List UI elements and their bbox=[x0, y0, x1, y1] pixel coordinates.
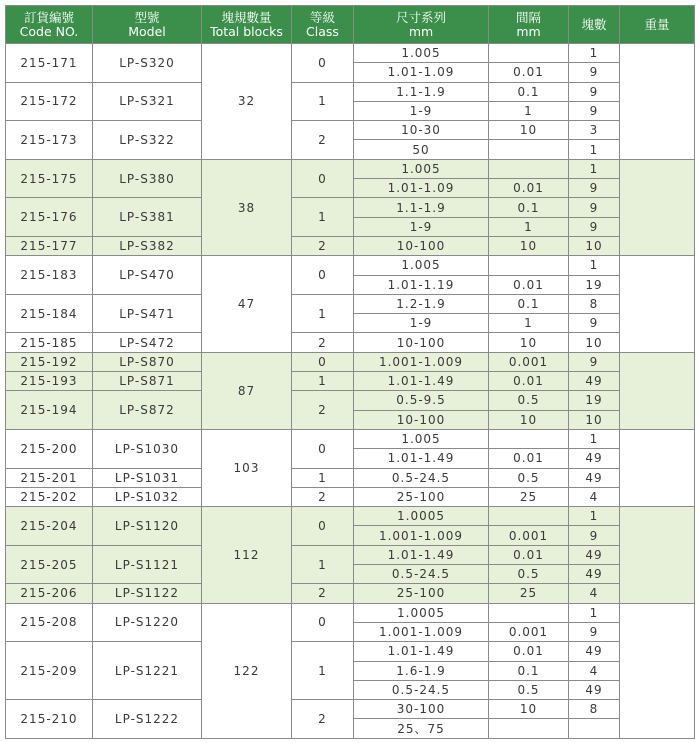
model-cell: LP-S1120 bbox=[93, 507, 202, 546]
total-blocks-cell: 38 bbox=[202, 159, 292, 255]
weight-cell bbox=[620, 159, 695, 255]
size-cell: 30-100 bbox=[354, 700, 489, 719]
class-cell: 1 bbox=[292, 294, 354, 333]
model-cell: LP-S471 bbox=[93, 294, 202, 333]
size-cell: 1.1-1.9 bbox=[354, 198, 489, 217]
size-cell: 1.1-1.9 bbox=[354, 82, 489, 101]
interval-cell: 0.5 bbox=[489, 565, 569, 584]
interval-cell: 1 bbox=[489, 101, 569, 120]
model-cell: LP-S1221 bbox=[93, 642, 202, 700]
block-count-cell: 49 bbox=[569, 468, 620, 487]
class-cell: 1 bbox=[292, 468, 354, 487]
model-cell: LP-S322 bbox=[93, 121, 202, 160]
table-row bbox=[6, 352, 695, 371]
model-cell: LP-S1032 bbox=[93, 487, 202, 506]
class-cell: 0 bbox=[292, 429, 354, 468]
block-count-cell: 9 bbox=[569, 217, 620, 236]
block-count-cell: 9 bbox=[569, 198, 620, 217]
interval-cell: 0.001 bbox=[489, 352, 569, 371]
interval-cell bbox=[489, 140, 569, 159]
table-row bbox=[6, 236, 695, 255]
total-blocks-cell: 32 bbox=[202, 44, 292, 160]
interval-cell: 1 bbox=[489, 217, 569, 236]
code-cell: 215-184 bbox=[6, 294, 93, 333]
code-cell: 215-204 bbox=[6, 507, 93, 546]
header-code: 訂貨編號 Code NO. bbox=[6, 6, 93, 44]
block-count-cell: 19 bbox=[569, 275, 620, 294]
table-row bbox=[6, 642, 695, 661]
size-cell: 10-100 bbox=[354, 410, 489, 429]
interval-cell: 0.01 bbox=[489, 179, 569, 198]
model-cell: LP-S320 bbox=[93, 44, 202, 83]
size-cell: 1.01-1.09 bbox=[354, 63, 489, 82]
interval-cell: 25 bbox=[489, 584, 569, 603]
interval-cell: 0.01 bbox=[489, 63, 569, 82]
weight-cell bbox=[620, 429, 695, 506]
header-class: 等級 Class bbox=[292, 6, 354, 44]
model-cell: LP-S470 bbox=[93, 256, 202, 295]
class-cell: 0 bbox=[292, 256, 354, 295]
weight-cell bbox=[620, 44, 695, 160]
class-cell: 1 bbox=[292, 198, 354, 237]
block-count-cell: 49 bbox=[569, 449, 620, 468]
class-cell: 1 bbox=[292, 372, 354, 391]
size-cell: 50 bbox=[354, 140, 489, 159]
size-cell: 25-100 bbox=[354, 584, 489, 603]
code-cell: 215-201 bbox=[6, 468, 93, 487]
size-cell: 1.001-1.009 bbox=[354, 622, 489, 641]
size-cell: 1.0005 bbox=[354, 507, 489, 526]
table-body bbox=[6, 44, 695, 739]
table-row bbox=[6, 700, 695, 719]
table-row bbox=[6, 198, 695, 217]
block-count-cell: 1 bbox=[569, 256, 620, 275]
block-count-cell: 9 bbox=[569, 622, 620, 641]
interval-cell: 0.01 bbox=[489, 449, 569, 468]
model-cell: LP-S380 bbox=[93, 159, 202, 198]
table-row bbox=[6, 468, 695, 487]
size-cell: 10-100 bbox=[354, 333, 489, 352]
class-cell: 2 bbox=[292, 236, 354, 255]
block-count-cell: 49 bbox=[569, 372, 620, 391]
size-cell: 1.01-1.09 bbox=[354, 179, 489, 198]
total-blocks-cell: 87 bbox=[202, 352, 292, 429]
model-cell: LP-S870 bbox=[93, 352, 202, 371]
interval-cell: 10 bbox=[489, 700, 569, 719]
block-count-cell: 1 bbox=[569, 507, 620, 526]
gauge-block-set-table bbox=[5, 5, 695, 739]
block-count-cell: 9 bbox=[569, 82, 620, 101]
size-cell: 25、75 bbox=[354, 719, 489, 739]
size-cell: 1.01-1.49 bbox=[354, 642, 489, 661]
model-cell: LP-S382 bbox=[93, 236, 202, 255]
table-row bbox=[6, 44, 695, 63]
code-cell: 215-192 bbox=[6, 352, 93, 371]
class-cell: 2 bbox=[292, 333, 354, 352]
block-count-cell: 49 bbox=[569, 545, 620, 564]
code-cell: 215-210 bbox=[6, 700, 93, 739]
code-cell: 215-205 bbox=[6, 545, 93, 584]
code-cell: 215-200 bbox=[6, 429, 93, 468]
table-row bbox=[6, 121, 695, 140]
model-cell: LP-S1220 bbox=[93, 603, 202, 642]
interval-cell: 0.1 bbox=[489, 294, 569, 313]
size-cell: 1.01-1.49 bbox=[354, 449, 489, 468]
size-cell: 0.5-24.5 bbox=[354, 468, 489, 487]
total-blocks-cell: 122 bbox=[202, 603, 292, 738]
table-row bbox=[6, 256, 695, 275]
interval-cell bbox=[489, 44, 569, 63]
weight-cell bbox=[620, 256, 695, 352]
model-cell: LP-S1121 bbox=[93, 545, 202, 584]
interval-cell bbox=[489, 256, 569, 275]
header-size-series: 尺寸系列 mm bbox=[354, 6, 489, 44]
table-row bbox=[6, 584, 695, 603]
interval-cell bbox=[489, 603, 569, 622]
interval-cell: 0.01 bbox=[489, 545, 569, 564]
table-row bbox=[6, 429, 695, 448]
interval-cell: 0.01 bbox=[489, 642, 569, 661]
class-cell: 2 bbox=[292, 584, 354, 603]
block-count-cell: 4 bbox=[569, 661, 620, 680]
size-cell: 1.001-1.009 bbox=[354, 352, 489, 371]
code-cell: 215-183 bbox=[6, 256, 93, 295]
interval-cell: 0.5 bbox=[489, 468, 569, 487]
table-row bbox=[6, 545, 695, 564]
class-cell: 2 bbox=[292, 487, 354, 506]
block-count-cell: 8 bbox=[569, 700, 620, 719]
code-cell: 215-193 bbox=[6, 372, 93, 391]
code-cell: 215-173 bbox=[6, 121, 93, 160]
class-cell: 2 bbox=[292, 121, 354, 160]
size-cell: 1.0005 bbox=[354, 603, 489, 622]
size-cell: 1.001-1.009 bbox=[354, 526, 489, 545]
size-cell: 1-9 bbox=[354, 101, 489, 120]
interval-cell: 10 bbox=[489, 236, 569, 255]
code-cell: 215-177 bbox=[6, 236, 93, 255]
block-count-cell: 49 bbox=[569, 680, 620, 699]
interval-cell: 0.01 bbox=[489, 372, 569, 391]
total-blocks-cell: 103 bbox=[202, 429, 292, 506]
table-header-row bbox=[6, 6, 695, 44]
size-cell: 1.005 bbox=[354, 159, 489, 178]
interval-cell: 1 bbox=[489, 314, 569, 333]
block-count-cell: 4 bbox=[569, 487, 620, 506]
model-cell: LP-S1122 bbox=[93, 584, 202, 603]
table-row bbox=[6, 372, 695, 391]
block-count-cell: 49 bbox=[569, 642, 620, 661]
weight-cell bbox=[620, 603, 695, 738]
block-count-cell: 9 bbox=[569, 352, 620, 371]
interval-cell bbox=[489, 507, 569, 526]
model-cell: LP-S872 bbox=[93, 391, 202, 430]
header-model: 型號 Model bbox=[93, 6, 202, 44]
block-count-cell bbox=[569, 719, 620, 739]
size-cell: 1.005 bbox=[354, 429, 489, 448]
model-cell: LP-S381 bbox=[93, 198, 202, 237]
code-cell: 215-209 bbox=[6, 642, 93, 700]
block-count-cell: 1 bbox=[569, 44, 620, 63]
table-row bbox=[6, 333, 695, 352]
interval-cell: 0.5 bbox=[489, 391, 569, 410]
code-cell: 215-208 bbox=[6, 603, 93, 642]
table-row bbox=[6, 82, 695, 101]
model-cell: LP-S1222 bbox=[93, 700, 202, 739]
block-count-cell: 1 bbox=[569, 429, 620, 448]
class-cell: 2 bbox=[292, 391, 354, 430]
table-row bbox=[6, 159, 695, 178]
interval-cell: 0.01 bbox=[489, 275, 569, 294]
total-blocks-cell: 112 bbox=[202, 507, 292, 603]
table-row bbox=[6, 603, 695, 622]
interval-cell bbox=[489, 429, 569, 448]
header-block-count: 塊數 bbox=[569, 6, 620, 44]
header-weight: 重量 bbox=[620, 6, 695, 44]
size-cell: 1.2-1.9 bbox=[354, 294, 489, 313]
block-count-cell: 9 bbox=[569, 179, 620, 198]
class-cell: 2 bbox=[292, 700, 354, 739]
block-count-cell: 1 bbox=[569, 603, 620, 622]
table-row bbox=[6, 507, 695, 526]
code-cell: 215-185 bbox=[6, 333, 93, 352]
class-cell: 1 bbox=[292, 642, 354, 700]
block-count-cell: 19 bbox=[569, 391, 620, 410]
size-cell: 1.01-1.49 bbox=[354, 545, 489, 564]
size-cell: 25-100 bbox=[354, 487, 489, 506]
block-count-cell: 9 bbox=[569, 101, 620, 120]
size-cell: 0.5-24.5 bbox=[354, 680, 489, 699]
class-cell: 0 bbox=[292, 507, 354, 546]
class-cell: 1 bbox=[292, 545, 354, 584]
block-count-cell: 1 bbox=[569, 159, 620, 178]
total-blocks-cell: 47 bbox=[202, 256, 292, 352]
class-cell: 0 bbox=[292, 159, 354, 198]
block-count-cell: 3 bbox=[569, 121, 620, 140]
code-cell: 215-176 bbox=[6, 198, 93, 237]
size-cell: 1-9 bbox=[354, 217, 489, 236]
table-row bbox=[6, 487, 695, 506]
interval-cell: 0.5 bbox=[489, 680, 569, 699]
header-interval: 間隔 mm bbox=[489, 6, 569, 44]
code-cell: 215-171 bbox=[6, 44, 93, 83]
code-cell: 215-172 bbox=[6, 82, 93, 121]
code-cell: 215-194 bbox=[6, 391, 93, 430]
interval-cell: 10 bbox=[489, 410, 569, 429]
code-cell: 215-202 bbox=[6, 487, 93, 506]
model-cell: LP-S1030 bbox=[93, 429, 202, 468]
weight-cell bbox=[620, 352, 695, 429]
size-cell: 10-100 bbox=[354, 236, 489, 255]
size-cell: 1.01-1.19 bbox=[354, 275, 489, 294]
code-cell: 215-175 bbox=[6, 159, 93, 198]
class-cell: 1 bbox=[292, 82, 354, 121]
block-count-cell: 4 bbox=[569, 584, 620, 603]
block-count-cell: 1 bbox=[569, 140, 620, 159]
model-cell: LP-S871 bbox=[93, 372, 202, 391]
block-count-cell: 10 bbox=[569, 333, 620, 352]
size-cell: 1.005 bbox=[354, 256, 489, 275]
size-cell: 1.01-1.49 bbox=[354, 372, 489, 391]
interval-cell: 0.1 bbox=[489, 82, 569, 101]
class-cell: 0 bbox=[292, 44, 354, 83]
table-row bbox=[6, 294, 695, 313]
size-cell: 1-9 bbox=[354, 314, 489, 333]
interval-cell: 25 bbox=[489, 487, 569, 506]
interval-cell: 0.1 bbox=[489, 198, 569, 217]
interval-cell: 0.1 bbox=[489, 661, 569, 680]
class-cell: 0 bbox=[292, 603, 354, 642]
interval-cell bbox=[489, 159, 569, 178]
weight-cell bbox=[620, 507, 695, 603]
block-count-cell: 8 bbox=[569, 294, 620, 313]
block-count-cell: 10 bbox=[569, 410, 620, 429]
size-cell: 1.6-1.9 bbox=[354, 661, 489, 680]
model-cell: LP-S472 bbox=[93, 333, 202, 352]
size-cell: 10-30 bbox=[354, 121, 489, 140]
block-count-cell: 49 bbox=[569, 565, 620, 584]
code-cell: 215-206 bbox=[6, 584, 93, 603]
block-count-cell: 10 bbox=[569, 236, 620, 255]
class-cell: 0 bbox=[292, 352, 354, 371]
table-row bbox=[6, 391, 695, 410]
interval-cell: 0.001 bbox=[489, 622, 569, 641]
size-cell: 0.5-9.5 bbox=[354, 391, 489, 410]
block-count-cell: 9 bbox=[569, 526, 620, 545]
interval-cell bbox=[489, 719, 569, 739]
block-count-cell: 9 bbox=[569, 63, 620, 82]
size-cell: 0.5-24.5 bbox=[354, 565, 489, 584]
model-cell: LP-S1031 bbox=[93, 468, 202, 487]
header-total-blocks: 塊規數量 Total blocks bbox=[202, 6, 292, 44]
block-count-cell: 9 bbox=[569, 314, 620, 333]
model-cell: LP-S321 bbox=[93, 82, 202, 121]
interval-cell: 10 bbox=[489, 333, 569, 352]
size-cell: 1.005 bbox=[354, 44, 489, 63]
interval-cell: 10 bbox=[489, 121, 569, 140]
interval-cell: 0.001 bbox=[489, 526, 569, 545]
